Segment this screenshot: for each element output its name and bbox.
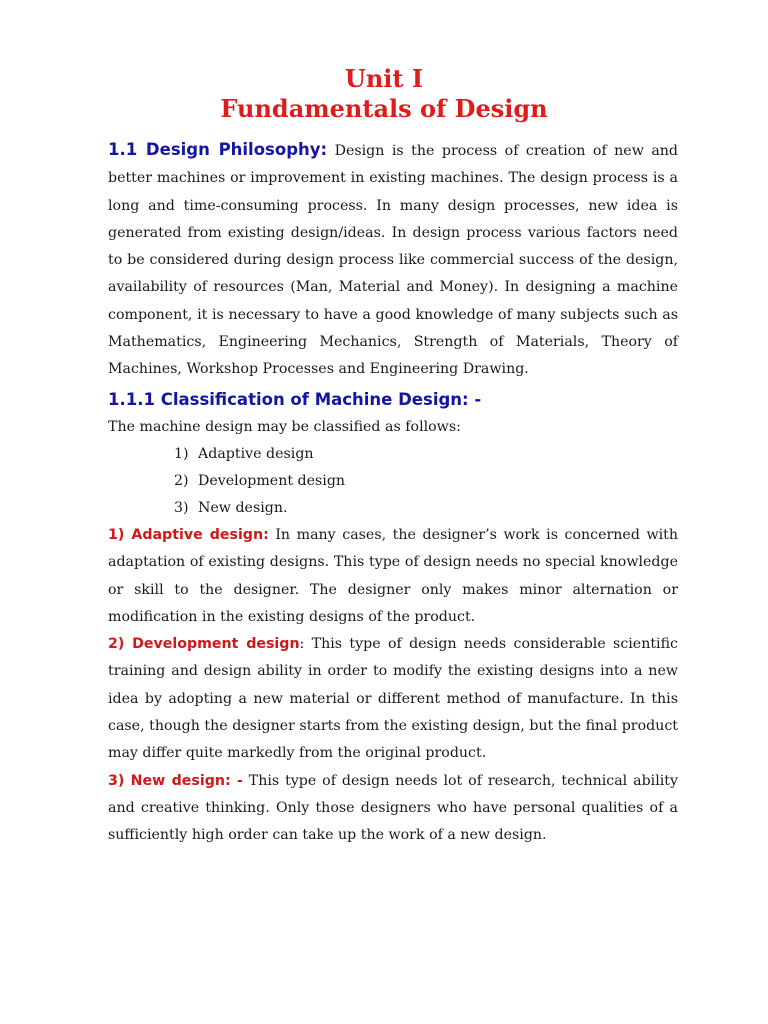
design-philosophy-heading: 1.1 Design Philosophy: <box>108 140 328 159</box>
adaptive-design-heading: 1) Adaptive design: <box>108 526 269 543</box>
unit-title: Unit I <box>344 64 424 93</box>
development-design-paragraph <box>108 631 678 767</box>
list-item-label: New design. <box>198 499 288 516</box>
development-design-heading: 2) Development design <box>108 636 300 653</box>
list-item-number: 1) <box>174 445 189 462</box>
new-design-paragraph <box>108 768 678 850</box>
design-philosophy-paragraph <box>108 136 678 384</box>
development-design-text: : This type of design needs considerable scientific training and design ability in order to modify the existing designs into a new idea by adopting a new material or different method of manufacture. In this case, though the designer starts from the existing design, but the final product may differ quite markedly from the original product. <box>108 636 678 762</box>
design-types-list <box>108 441 678 522</box>
new-design-heading: 3) New design: - <box>108 772 243 789</box>
classification-heading: 1.1.1 Classification of Machine Design: - <box>108 389 482 409</box>
list-item-label: Development design <box>198 472 346 489</box>
list-item-number: 3) <box>174 499 189 516</box>
adaptive-design-paragraph <box>108 522 678 631</box>
chapter-title: Fundamentals of Design <box>220 94 548 123</box>
title-block <box>0 64 768 124</box>
list-item-number: 2) <box>174 472 189 489</box>
design-philosophy-text: Design is the process of creation of new and better machines or improvement in existing machines. The design process is a long and time-consuming process. In many design processes, new idea is generated from existing design/ideas. In design process various factors need to be considered during design process like commercial success of the design, availability of resources (Man, Material and Money). In designing a machine component, it is necessary to have a good knowledge of many subjects such as Mathematics, Engineering Mechanics, Strength of Materials, Theory of Machines, Workshop Processes and Engineering Drawing. <box>108 143 678 378</box>
new-design-text: This type of design needs lot of research, technical ability and creative thinking. Only those designers who have personal qualities of a sufficiently high order can take up the work of a new design. <box>108 772 678 844</box>
list-item <box>108 468 678 495</box>
classification-intro: The machine design may be classified as follows: <box>108 418 461 435</box>
list-item <box>108 495 678 522</box>
document-body <box>108 136 678 850</box>
list-item <box>108 441 678 468</box>
list-item-label: Adaptive design <box>198 445 314 462</box>
adaptive-design-text: In many cases, the designer’s work is concerned with adaptation of existing designs. This type of design needs no special knowledge or skill to the designer. The designer only makes minor alternation or modification in the existing designs of the product. <box>108 526 678 625</box>
